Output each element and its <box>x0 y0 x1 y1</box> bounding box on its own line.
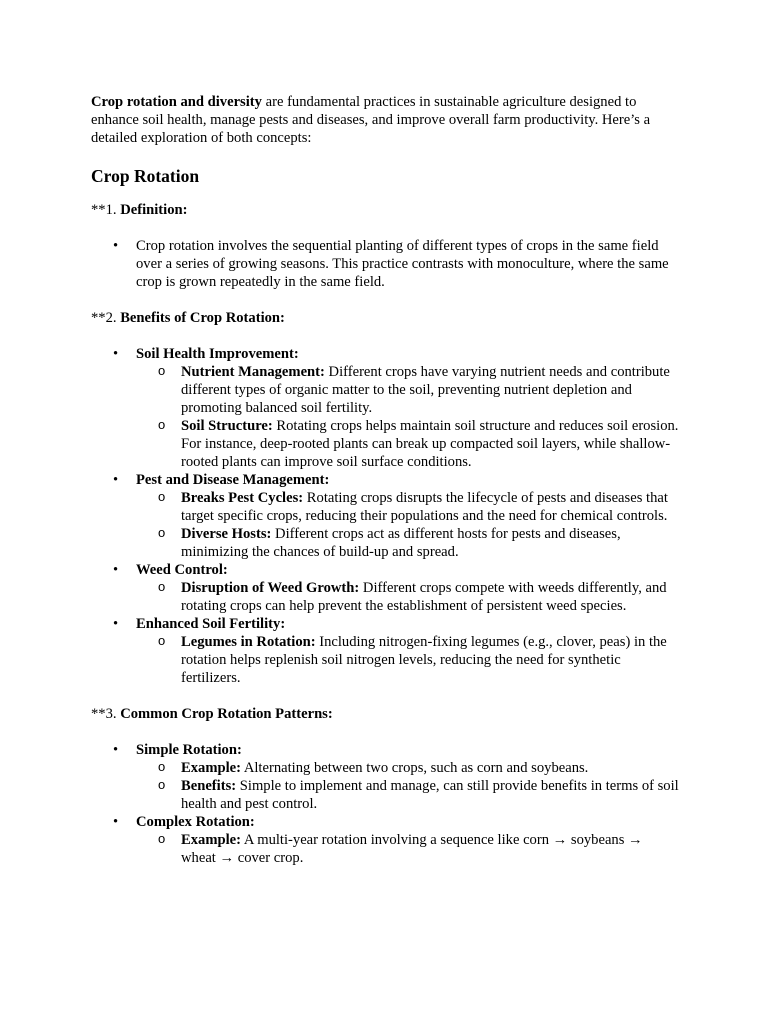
section-3-list <box>91 741 681 867</box>
bullet-icon: • <box>113 238 119 254</box>
bullet-icon: • <box>113 562 119 578</box>
list-item-complex-rotation: • Complex Rotation: o Example: A multi-year rotation involving a sequence like corn → soybeans → wheat → cover crop. <box>91 813 681 867</box>
sub-bullet-icon: o <box>158 777 166 792</box>
sub-list <box>136 579 681 615</box>
sub-list-item: o Soil Structure: Rotating crops helps maintain soil structure and reduces soil erosion. For instance, deep-rooted plants can break up compacted soil layers, while shallow-rooted plants can improve soil surface conditions. <box>158 417 679 470</box>
list-item-simple-rotation: • Simple Rotation: o Example: Alternating between two crops, such as corn and soybeans. o Benefits: Simple to implement and manage, can still provide benefits in terms of soil health and pest control. <box>91 741 681 813</box>
document-body <box>91 93 681 885</box>
sub-list-item: o Breaks Pest Cycles: Rotating crops disrupts the lifecycle of pests and diseases that target specific crops, reducing their populations and the need for chemical controls. <box>158 489 668 524</box>
sub-list-item: o Example: Alternating between two crops, such as corn and soybeans. <box>158 759 589 776</box>
sub-list-item: o Benefits: Simple to implement and manage, can still provide benefits in terms of soil health and pest control. <box>158 777 679 812</box>
bullet-icon: • <box>113 472 119 488</box>
intro-text: are fundamental practices in sustainable agriculture designed to enhance soil health, manage pests and diseases, and improve overall farm productivity. Here’s a detailed exploration of both concepts: <box>91 94 651 146</box>
sub-bullet-icon: o <box>158 633 166 648</box>
section-1-title: **1. Definition: <box>91 202 188 218</box>
section-2-list <box>91 345 681 687</box>
intro-lead: Crop rotation and diversity <box>91 94 262 110</box>
list-item-soil-fertility: • Enhanced Soil Fertility: o Legumes in Rotation: Including nitrogen-fixing legumes (e.g., clover, peas) in the rotation helps replenish soil nitrogen levels, reducing the need for synthetic fertilizers. <box>91 615 681 687</box>
sub-bullet-icon: o <box>158 417 166 432</box>
bullet-icon: • <box>113 742 119 758</box>
sub-list <box>136 759 681 813</box>
bullet-icon: • <box>113 814 119 830</box>
list-item-weed-control: • Weed Control: o Disruption of Weed Growth: Different crops compete with weeds differently, and rotating crops can help prevent the establishment of persistent weed species. <box>91 561 681 615</box>
list-item: • Crop rotation involves the sequential planting of different types of crops in the same field over a series of growing seasons. This practice contrasts with monoculture, where the same crop is grown repeatedly in the same field. <box>113 238 669 290</box>
sub-list <box>136 633 681 687</box>
sub-list-item: o Nutrient Management: Different crops have varying nutrient needs and contribute different types of organic matter to the soil, preventing nutrient depletion and promoting balanced soil fertility. <box>158 363 670 416</box>
section-1-list <box>91 237 681 291</box>
sub-list <box>136 831 681 867</box>
list-item-pest-disease: • Pest and Disease Management: o Breaks Pest Cycles: Rotating crops disrupts the lifecycle of pests and diseases that target specific crops, reducing their populations and the need for chemical controls. o Diverse Hosts: Different crops act as different hosts for pests and diseases, minimizing the chances of build-up and spread. <box>91 471 681 561</box>
sub-bullet-icon: o <box>158 489 166 504</box>
sub-list <box>136 489 681 561</box>
sub-list-item: o Diverse Hosts: Different crops act as different hosts for pests and diseases, minimizing the chances of build-up and spread. <box>158 525 621 560</box>
section-3-title: **3. Common Crop Rotation Patterns: <box>91 706 333 722</box>
list-item-soil-health: • Soil Health Improvement: o Nutrient Management: Different crops have varying nutrient needs and contribute different types of organic matter to the soil, preventing nutrient depletion and promoting balanced soil fertility. o Soil Structure: Rotating crops helps maintain soil structure and reduces soil erosion. For instance, deep-rooted plants can break up compacted soil layers, while shallow-rooted plants can improve soil surface conditions. <box>91 345 681 471</box>
sub-list-item: o Example: A multi-year rotation involving a sequence like corn → soybeans → wheat → cover crop. <box>158 831 643 866</box>
sub-bullet-icon: o <box>158 831 166 846</box>
sub-bullet-icon: o <box>158 579 166 594</box>
sub-list-item: o Legumes in Rotation: Including nitrogen-fixing legumes (e.g., clover, peas) in the rotation helps replenish soil nitrogen levels, reducing the need for synthetic fertilizers. <box>158 633 667 686</box>
sub-bullet-icon: o <box>158 759 166 774</box>
sub-list-item: o Disruption of Weed Growth: Different crops compete with weeds differently, and rotating crops can help prevent the establishment of persistent weed species. <box>158 579 667 614</box>
sub-bullet-icon: o <box>158 363 166 378</box>
bullet-icon: • <box>113 346 119 362</box>
section-heading: Crop Rotation <box>91 166 200 186</box>
section-2-title: **2. Benefits of Crop Rotation: <box>91 310 285 326</box>
sub-list <box>136 363 681 471</box>
intro-paragraph <box>91 93 681 147</box>
bullet-icon: • <box>113 616 119 632</box>
sub-bullet-icon: o <box>158 525 166 540</box>
